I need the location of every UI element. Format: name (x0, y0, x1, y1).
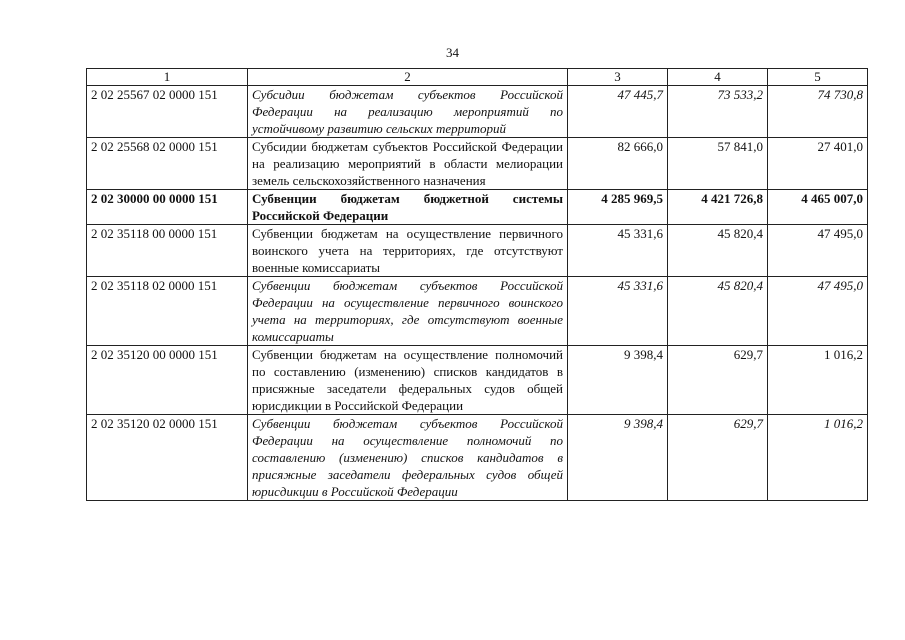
budget-code: 2 02 25567 02 0000 151 (87, 86, 248, 138)
header-cell-3: 3 (568, 69, 668, 86)
item-name: Субвенции бюджетам субъектов Российской Федерации на осуществление полномочий по составлению (изменению) списков кандидатов в присяжные заседатели федеральных судов общей юрисдикции в Российской Федерации (248, 415, 568, 501)
table-row (87, 225, 868, 277)
table-row (87, 277, 868, 346)
header-cell-1: 1 (87, 69, 248, 86)
value-col-4: 57 841,0 (668, 138, 768, 190)
value-col-5: 4 465 007,0 (768, 190, 868, 225)
budget-code: 2 02 35118 02 0000 151 (87, 277, 248, 346)
header-cell-5: 5 (768, 69, 868, 86)
value-col-5: 1 016,2 (768, 415, 868, 501)
budget-code: 2 02 25568 02 0000 151 (87, 138, 248, 190)
budget-code: 2 02 35120 00 0000 151 (87, 346, 248, 415)
value-col-4: 629,7 (668, 346, 768, 415)
header-cell-2: 2 (248, 69, 568, 86)
value-col-3: 9 398,4 (568, 346, 668, 415)
table-row (87, 190, 868, 225)
value-col-5: 74 730,8 (768, 86, 868, 138)
value-col-3: 4 285 969,5 (568, 190, 668, 225)
value-col-5: 47 495,0 (768, 277, 868, 346)
value-col-3: 9 398,4 (568, 415, 668, 501)
item-name: Субвенции бюджетам на осуществление полномочий по составлению (изменению) списков кандидатов в присяжные заседатели федеральных судов общей юрисдикции в Российской Федерации (248, 346, 568, 415)
value-col-4: 45 820,4 (668, 225, 768, 277)
table-row (87, 138, 868, 190)
budget-table (86, 68, 868, 501)
value-col-4: 73 533,2 (668, 86, 768, 138)
value-col-4: 4 421 726,8 (668, 190, 768, 225)
value-col-3: 45 331,6 (568, 225, 668, 277)
page-number: 34 (446, 45, 459, 60)
value-col-3: 82 666,0 (568, 138, 668, 190)
item-name: Субвенции бюджетам субъектов Российской Федерации на осуществление первичного воинского учета на территориях, где отсутствуют военные комиссариаты (248, 277, 568, 346)
item-name: Субвенции бюджетам на осуществление первичного воинского учета на территориях, где отсутствуют военные комиссариаты (248, 225, 568, 277)
value-col-5: 47 495,0 (768, 225, 868, 277)
item-name: Субвенции бюджетам бюджетной системы Российской Федерации (248, 190, 568, 225)
budget-code: 2 02 30000 00 0000 151 (87, 190, 248, 225)
value-col-5: 27 401,0 (768, 138, 868, 190)
value-col-5: 1 016,2 (768, 346, 868, 415)
value-col-3: 45 331,6 (568, 277, 668, 346)
value-col-4: 629,7 (668, 415, 768, 501)
value-col-3: 47 445,7 (568, 86, 668, 138)
budget-code: 2 02 35118 00 0000 151 (87, 225, 248, 277)
item-name: Субсидии бюджетам субъектов Российской Федерации на реализацию мероприятий в области мелиорации земель сельскохозяйственного назначения (248, 138, 568, 190)
table-row (87, 415, 868, 501)
value-col-4: 45 820,4 (668, 277, 768, 346)
table-row (87, 346, 868, 415)
item-name: Субсидии бюджетам субъектов Российской Федерации на реализацию мероприятий по устойчивому развитию сельских территорий (248, 86, 568, 138)
header-cell-4: 4 (668, 69, 768, 86)
table-row (87, 86, 868, 138)
header-row (87, 69, 868, 86)
budget-code: 2 02 35120 02 0000 151 (87, 415, 248, 501)
